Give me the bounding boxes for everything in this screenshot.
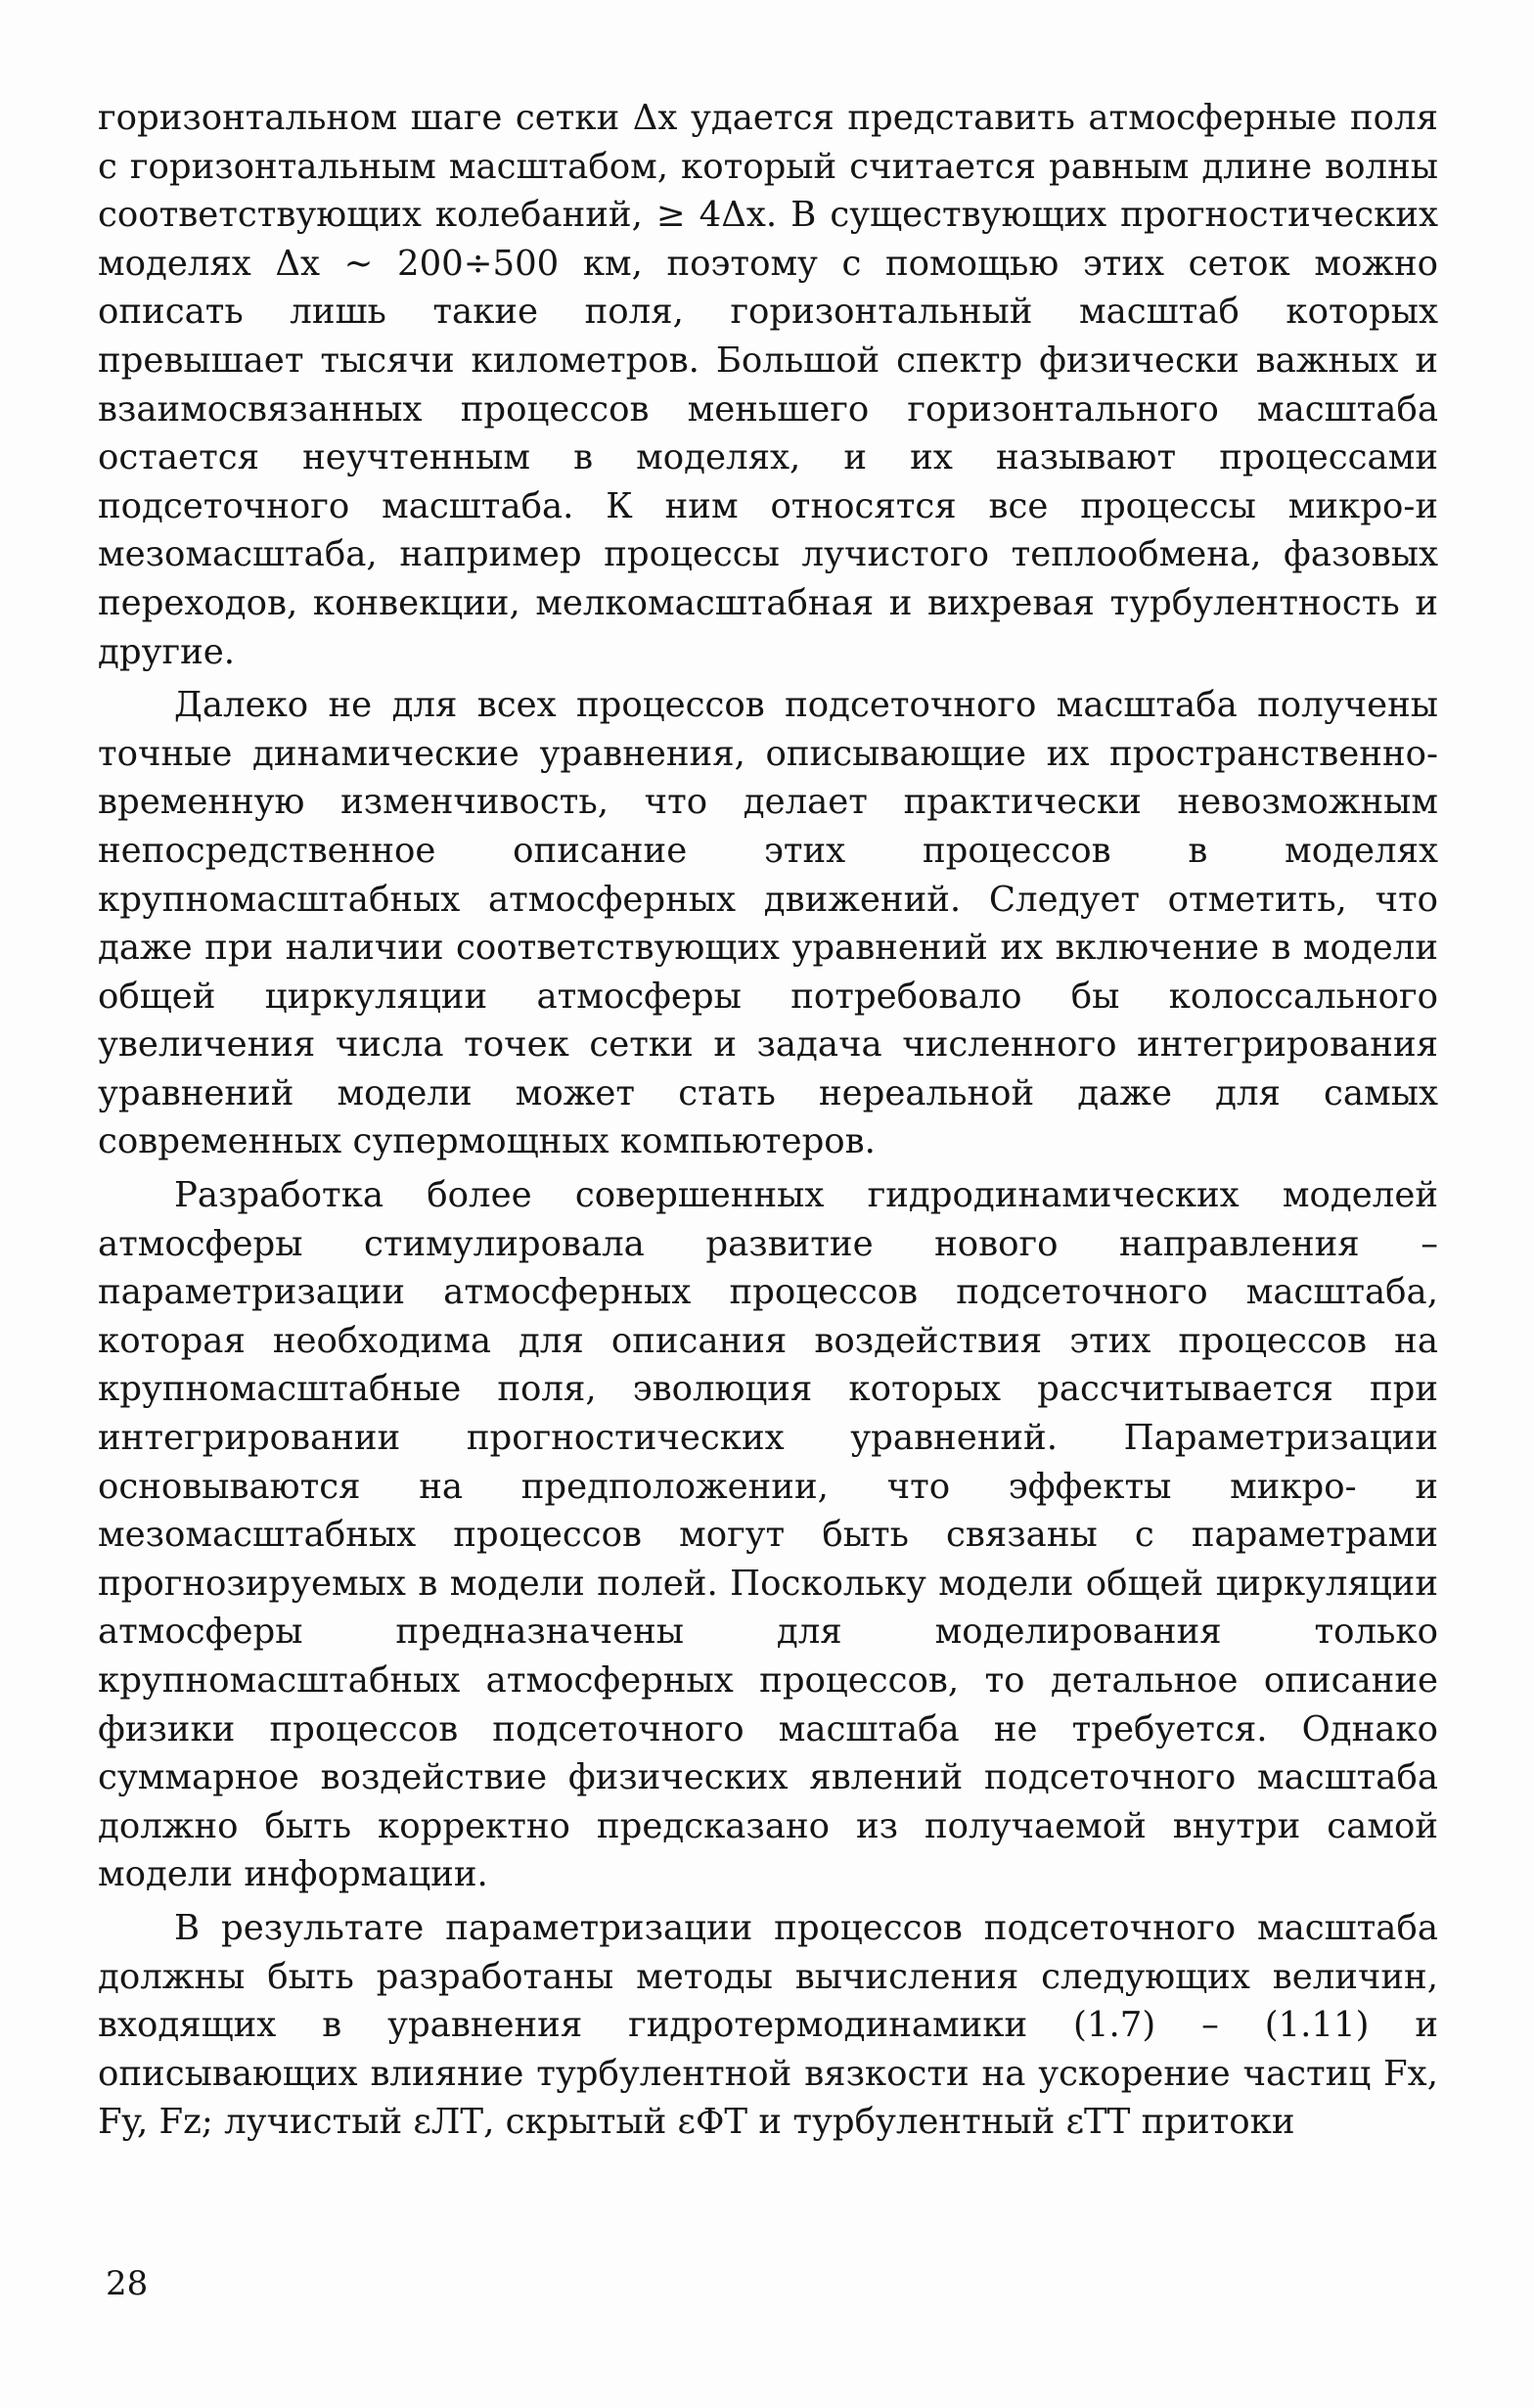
paragraph-4: В результате параметризации процессов подсеточного масштаба должны быть разработаны методы вычисления следующих величин, входящих в уравнения гидротермодинамики (1.7) – (1.11) и описывающих влияние турбулентной вязкости на ускорение частиц Fx, Fy, Fz; лучистый εЛТ, скрытый εФТ и турбулентный εТТ притоки [98, 1907, 1438, 2143]
paragraph-3: Разработка более совершенных гидродинамических моделей атмосферы стимулировала развитие нового направления – параметризации атмосферных процессов подсеточного масштаба, которая необходима для описания воздействия этих процессов на крупномасштабные поля, эволюция которых рассчитывается при интегрировании прогностических уравнений. Параметризации основываются на предположении, что эффекты микро- и мезомасштабных процессов могут быть связаны с параметрами прогнозируемых в модели полей. Поскольку модели общей циркуляции атмосферы предназначены для моделирования только крупномасштабных атмосферных процессов, то детальное описание физики процессов подсеточного масштаба не требуется. Однако суммарное воздействие физических явлений подсеточного масштаба должно быть корректно предсказано из получаемой внутри самой модели информации. [98, 1175, 1438, 1895]
body-text [98, 94, 1438, 2147]
paragraph-1: горизонтальном шаге сетки Δx удается представить атмосферные поля с горизонтальным масштабом, который считается равным длине волны соответствующих колебаний, ≥ 4Δx. В существующих прогностических моделях Δx ~ 200÷500 км, поэтому с помощью этих сеток можно описать лишь такие поля, горизонтальный масштаб которых превышает тысячи километров. Большой спектр физически важных и взаимосвязанных процессов меньшего горизонтального масштаба остается неучтенным в моделях, и их называют процессами подсеточного масштаба. К ним относятся все процессы микро-и мезомасштаба, например процессы лучистого теплообмена, фазовых переходов, конвекции, мелкомасштабная и вихревая турбулентность и другие. [98, 98, 1438, 672]
paragraph-2: Далеко не для всех процессов подсеточного масштаба получены точные динамические уравнения, описывающие их пространственно-временную изменчивость, что делает практически невозможным непосредственное описание этих процессов в моделях крупномасштабных атмосферных движений. Следует отметить, что даже при наличии соответствующих уравнений их включение в модели общей циркуляции атмосферы потребовало бы колоссального увеличения числа точек сетки и задача численного интегрирования уравнений модели может стать нереальной даже для самых современных супермощных компьютеров. [98, 685, 1438, 1162]
page-number: 28 [106, 2264, 149, 2303]
